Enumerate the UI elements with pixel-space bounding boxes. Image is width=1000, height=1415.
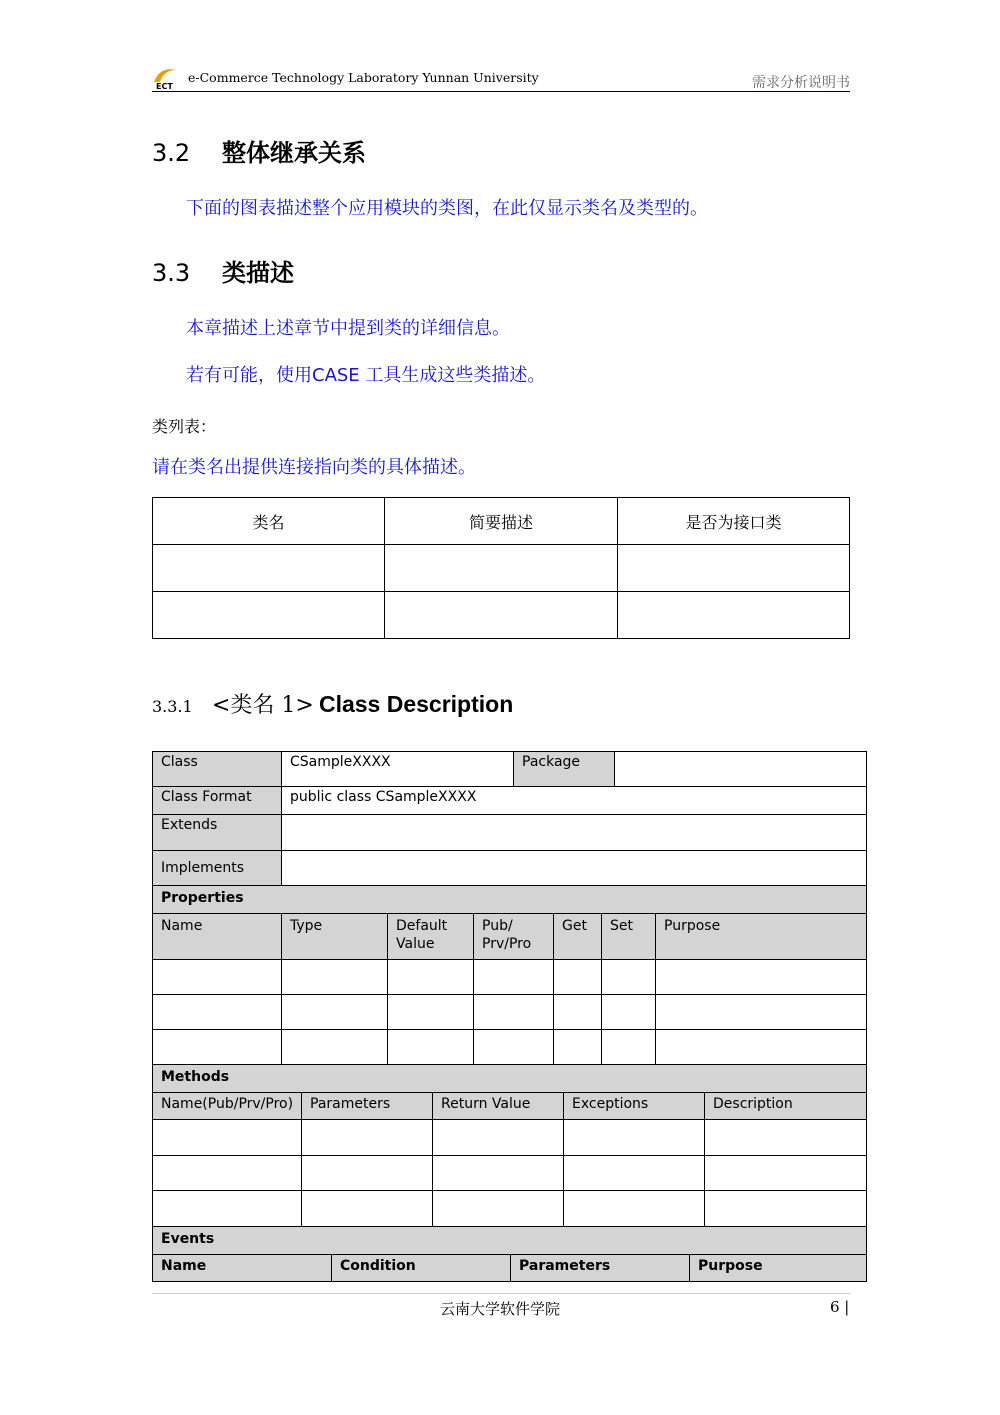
table-cell (387, 959, 474, 995)
section-3-3-body-2: 若有可能，使用CASE 工具生成这些类描述。 (186, 365, 546, 386)
header-doc-title: 需求分析说明书 (752, 75, 850, 91)
table-cell (152, 1029, 282, 1065)
table-cell (655, 959, 867, 995)
implements-value (281, 850, 867, 886)
prop-header-access: Pub/ Prv/Pro (473, 913, 554, 960)
table-cell (432, 1155, 564, 1191)
table-cell (281, 994, 388, 1030)
package-label: Package (513, 751, 615, 787)
table-cell (704, 1190, 867, 1227)
table-cell (618, 592, 850, 639)
table-cell (387, 994, 474, 1030)
table-cell (601, 994, 656, 1030)
table-cell (152, 959, 282, 995)
table-cell (432, 1119, 564, 1156)
section-3-3-heading (152, 253, 294, 288)
method-header-description: Description (704, 1092, 867, 1120)
prop-header-type: Type (281, 913, 388, 960)
method-header-name: Name(Pub/Prv/Pro) (152, 1092, 302, 1120)
table-cell (553, 994, 602, 1030)
table-cell (152, 1119, 302, 1156)
class-list-hint: 请在类名出提供连接指向类的具体描述。 (152, 457, 476, 478)
table-cell (563, 1190, 705, 1227)
table-cell (152, 1155, 302, 1191)
section-title: 整体继承关系 (222, 139, 366, 167)
prop-header-get: Get (553, 913, 602, 960)
section-3-2-heading (152, 133, 366, 168)
class-name-placeholder: <类名 1> (212, 693, 314, 718)
class-list-table (152, 497, 850, 639)
properties-section: Properties (152, 885, 867, 914)
events-section: Events (152, 1226, 867, 1255)
section-3-3-body-1: 本章描述上述章节中提到类的详细信息。 (186, 318, 510, 339)
table-cell (385, 592, 618, 639)
table-cell (153, 545, 385, 592)
header-brief: 简要描述 (385, 498, 618, 545)
section-3-2-body: 下面的图表描述整个应用模块的类图，在此仅显示类名及类型的。 (186, 198, 708, 219)
table-cell (385, 545, 618, 592)
footer-text: 云南大学软件学院 (439, 1300, 560, 1318)
table-cell (152, 994, 282, 1030)
class-value: CSampleXXXX (281, 751, 514, 787)
table-cell (301, 1119, 433, 1156)
table-cell (473, 994, 554, 1030)
methods-section: Methods (152, 1064, 867, 1093)
class-format-value: public class CSampleXXXX (281, 786, 867, 815)
method-header-return: Return Value (432, 1092, 564, 1120)
table-cell (563, 1119, 705, 1156)
table-cell (553, 1029, 602, 1065)
table-cell (601, 959, 656, 995)
table-cell (704, 1119, 867, 1156)
header-lab-name: e-Commerce Technology Laboratory Yunnan University (188, 70, 539, 85)
table-cell (153, 592, 385, 639)
section-3-3-1-heading (152, 688, 513, 719)
table-cell (432, 1190, 564, 1227)
extends-value (281, 814, 867, 851)
svg-text:ECT: ECT (156, 82, 173, 90)
footer-divider (152, 1293, 850, 1294)
class-list-label: 类列表： (152, 417, 217, 436)
class-label: Class (152, 751, 282, 787)
table-cell (281, 1029, 388, 1065)
table-cell (704, 1155, 867, 1191)
section-title: 类描述 (222, 259, 294, 287)
table-cell (563, 1155, 705, 1191)
table-cell (553, 959, 602, 995)
section-number: 3.3 (152, 259, 191, 287)
table-cell (387, 1029, 474, 1065)
header-is-interface: 是否为接口类 (618, 498, 850, 545)
table-cell (281, 959, 388, 995)
method-header-parameters: Parameters (301, 1092, 433, 1120)
ect-logo-icon (152, 64, 180, 90)
prop-header-name: Name (152, 913, 282, 960)
table-cell (655, 994, 867, 1030)
prop-header-set: Set (601, 913, 656, 960)
page-header (152, 62, 850, 92)
section-number: 3.3.1 (152, 697, 193, 716)
table-cell (301, 1190, 433, 1227)
table-cell (152, 1190, 302, 1227)
table-cell (618, 545, 850, 592)
event-header-purpose: Purpose (689, 1254, 867, 1282)
table-row (153, 545, 850, 592)
prop-header-purpose: Purpose (655, 913, 867, 960)
package-value (614, 751, 867, 787)
method-header-exceptions: Exceptions (563, 1092, 705, 1120)
header-class-name: 类名 (153, 498, 385, 545)
table-cell (473, 1029, 554, 1065)
class-format-label: Class Format (152, 786, 282, 815)
event-header-condition: Condition (331, 1254, 511, 1282)
table-cell (301, 1155, 433, 1191)
table-cell (473, 959, 554, 995)
event-header-parameters: Parameters (510, 1254, 690, 1282)
table-row (153, 498, 850, 545)
event-header-name: Name (152, 1254, 332, 1282)
section-number: 3.2 (152, 139, 191, 167)
section-title: Class Description (318, 691, 514, 717)
prop-header-default: Default Value (387, 913, 474, 960)
implements-label: Implements (152, 850, 282, 886)
table-cell (601, 1029, 656, 1065)
page-number: 6 | (830, 1298, 850, 1316)
table-cell (655, 1029, 867, 1065)
extends-label: Extends (152, 814, 282, 851)
table-row (153, 592, 850, 639)
